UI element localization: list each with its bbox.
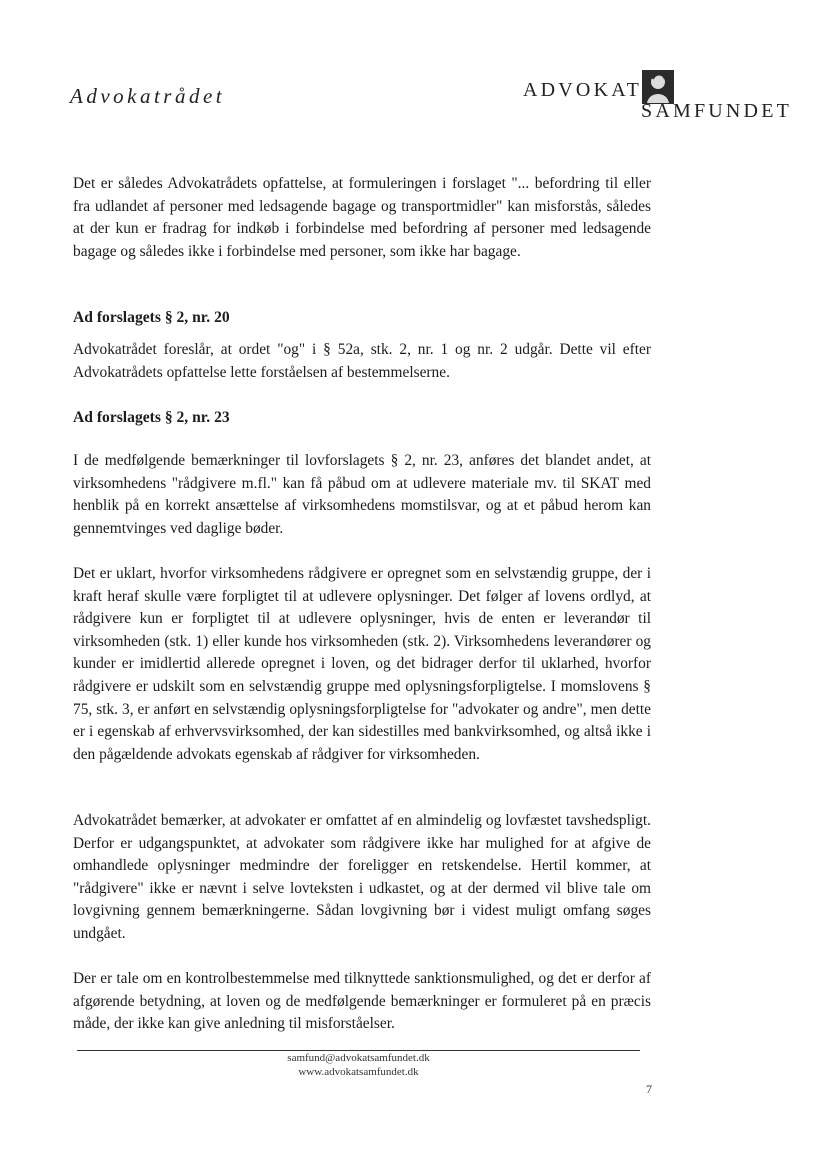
paragraph-nr23-intro: I de medfølgende bemærkninger til lovforslagets § 2, nr. 23, anføres det blandet andet, at virksomhedens "rådgivere m.fl." kan få påbud om at udlevere materiale mv. til SKAT med henblik på en korrekt ansættelse af virksomhedens momstilsvar, og at et påbud herom kan gennemtvinges ved daglige bøder. [73,452,651,537]
paragraph-tavshedspligt: Advokatrådet bemærker, at advokater er omfattet af en almindelig og lovfæstet tavshedspligt. Derfor er udgangspunktet, at advokater som rådgivere ikke har mulighed for at afgive de omhandlede oplysninger medmindre der foreligger en retskendelse. Hertil kommer, at "rådgivere" ikke er nævnt i selve lovteksten i udkastet, og at der dermed vil blive tale om lovgivning gennem bemærkningerne. Sådan lovgivning bør i videst muligt omfang søges undgået. [73,812,651,942]
paragraph-bagage: Det er således Advokatrådets opfattelse, at formuleringen i forslaget "... befordring til eller fra udlandet af personer med ledsagende bagage og transportmidler" kan misforstås, således at der kun er fradrag for indkøb i forbindelse med befordring af personer med ledsagende bagage og således ikke i forbindelse med personer, som ikke har bagage. [73,175,651,260]
header-title: Advokatrådet [70,84,226,108]
page-number: 7 [646,1082,652,1096]
footer-divider [77,1050,640,1051]
logo-text-top: ADVOKAT [523,79,643,101]
paragraph-nr20: Advokatrådet foreslår, at ordet "og" i § 52a, stk. 2, nr. 1 og nr. 2 udgår. Dette vil efter Advokatrådets opfattelse lette forståelsen af bestemmelserne. [73,341,651,381]
footer-email: samfund@advokatsamfundet.dk [287,1052,430,1064]
paragraph-kontrolbestemmelse: Der er tale om en kontrolbestemmelse med tilknyttede sanktionsmulighed, og det er derfor af afgørende betydning, at loven og de medfølgende bemærkninger er formuleret på en præcis måde, der ikke kan give anledning til misforståelser. [73,970,651,1033]
section-heading-nr23: Ad forslagets § 2, nr. 23 [73,409,230,426]
logo-text-bottom: SAMFUNDET [641,100,793,122]
paragraph-raadgivere: Det er uklart, hvorfor virksomhedens rådgivere er opregnet som en selvstændig gruppe, der i kraft heraf skulle være forpligtet til at udlevere oplysninger. Det følger af lovens ordlyd, at rådgivere kun er forpligtet til at udlevere oplysninger, hvis de enten er leverandør til virksomheden (stk. 1) eller kunde hos virksomheden (stk. 2). Virksomhedens leverandører og kunder er imidlertid allerede opregnet i loven, og det bidrager derfor til uklarhed, hvorfor rådgivere er udskilt som en selvstændig gruppe med oplysningsforpligtelse. I momslovens § 75, stk. 3, er anført en selvstændig oplysningsforpligtelse for "advokater og andre", men dette er i egenskab af erhvervsvirksomhed, der kan sidestilles med bankvirksomhed, og altså ikke i den pågældende advokats egenskab af rådgiver for virksomheden. [73,565,651,763]
footer-website: www.advokatsamfundet.dk [298,1066,419,1078]
section-heading-nr20: Ad forslagets § 2, nr. 20 [73,309,230,326]
